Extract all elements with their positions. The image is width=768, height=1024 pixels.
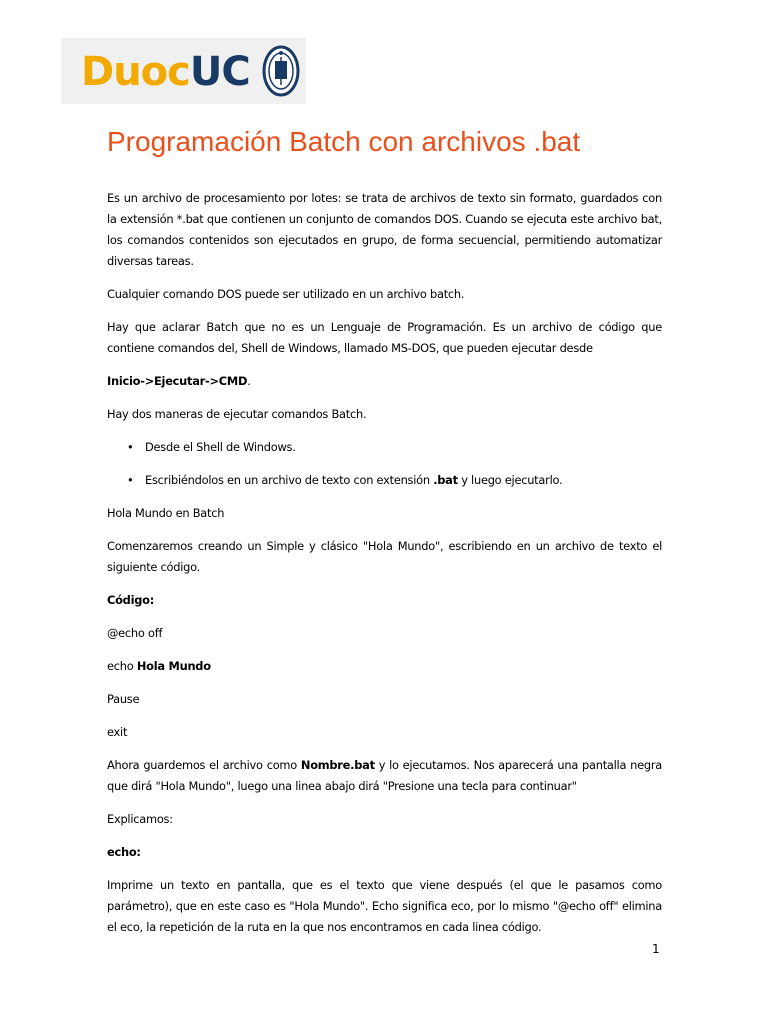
save-text-after: y lo ejecutamos. Nos aparecerá una pantalla negra que dirá "Hola Mundo", luego una linea abajo dirá "Presione una tecla para continuar" (107, 758, 662, 793)
save-filename: Nombre.bat (300, 758, 375, 772)
document-body (107, 188, 662, 950)
bullet2-extension: .bat (433, 473, 458, 487)
paragraph-two-ways: Hay dos maneras de ejecutar comandos Batch. (107, 407, 367, 421)
list-item: • Desde el Shell de Windows. (133, 437, 662, 458)
code-echo-keyword: echo (107, 659, 137, 673)
paragraph-not-a-language: Hay que aclarar Batch que no es un Lenguaje de Programación. Es un archivo de código que contiene comandos del, Shell de Windows, llamado MS-DOS, que pueden ejecutar desde (107, 320, 662, 355)
paragraph-save-file (107, 755, 662, 797)
save-text-before: Ahora guardemos el archivo como (107, 758, 301, 772)
section-heading-hola-mundo: Hola Mundo en Batch (107, 506, 225, 520)
code-label: Código: (107, 593, 155, 607)
code-line-echo (107, 656, 662, 677)
run-path-command: Inicio->Ejecutar->CMD (107, 374, 248, 388)
page-title: Programación Batch con archivos .bat (107, 126, 581, 157)
list-item (133, 470, 662, 491)
logo-word-uc: UC (189, 49, 250, 95)
explain-heading: Explicamos: (107, 812, 173, 826)
code-line-pause: Pause (107, 692, 140, 706)
paragraph-run-path (107, 371, 662, 392)
paragraph-start-hello: Comenzaremos creando un Simple y clásico "Hola Mundo", escribiendo en un archivo de texto el siguiente código. (107, 539, 662, 574)
code-line-exit: exit (107, 725, 128, 739)
ways-list (107, 437, 662, 491)
echo-heading: echo: (107, 845, 141, 859)
bullet2-text-before: Escribiéndolos en un archivo de texto con extensión (145, 473, 434, 487)
paragraph-echo-explanation: Imprime un texto en pantalla, que es el texto que viene después (el que le pasamos como parámetro), que en este caso es "Hola Mundo". Echo significa eco, por lo mismo "@echo off" elimina el eco, la repetición de la ruta en la que nos encontramos en cada linea código. (107, 878, 662, 934)
university-seal-icon (261, 43, 301, 99)
code-echo-argument: Hola Mundo (136, 659, 211, 673)
intro-paragraph: Es un archivo de procesamiento por lotes: se trata de archivos de texto sin formato, guardados con la extensión *.bat que contienen un conjunto de comandos DOS. Cuando se ejecuta este archivo bat, los comandos contenidos son ejecutados en grupo, de forma secuencial, permitiendo automatizar diversas tareas. (107, 191, 662, 268)
paragraph-any-dos-command: Cualquier comando DOS puede ser utilizado en un archivo batch. (107, 287, 465, 301)
logo-word-duoc: Duoc (81, 49, 190, 95)
page-number: 1 (652, 942, 660, 956)
logo-wordmark (81, 48, 250, 96)
code-line-echo-off: @echo off (107, 626, 163, 640)
run-path-period: . (247, 374, 251, 388)
bullet2-text-after: y luego ejecutarlo. (457, 473, 563, 487)
duoc-uc-logo (61, 38, 306, 104)
